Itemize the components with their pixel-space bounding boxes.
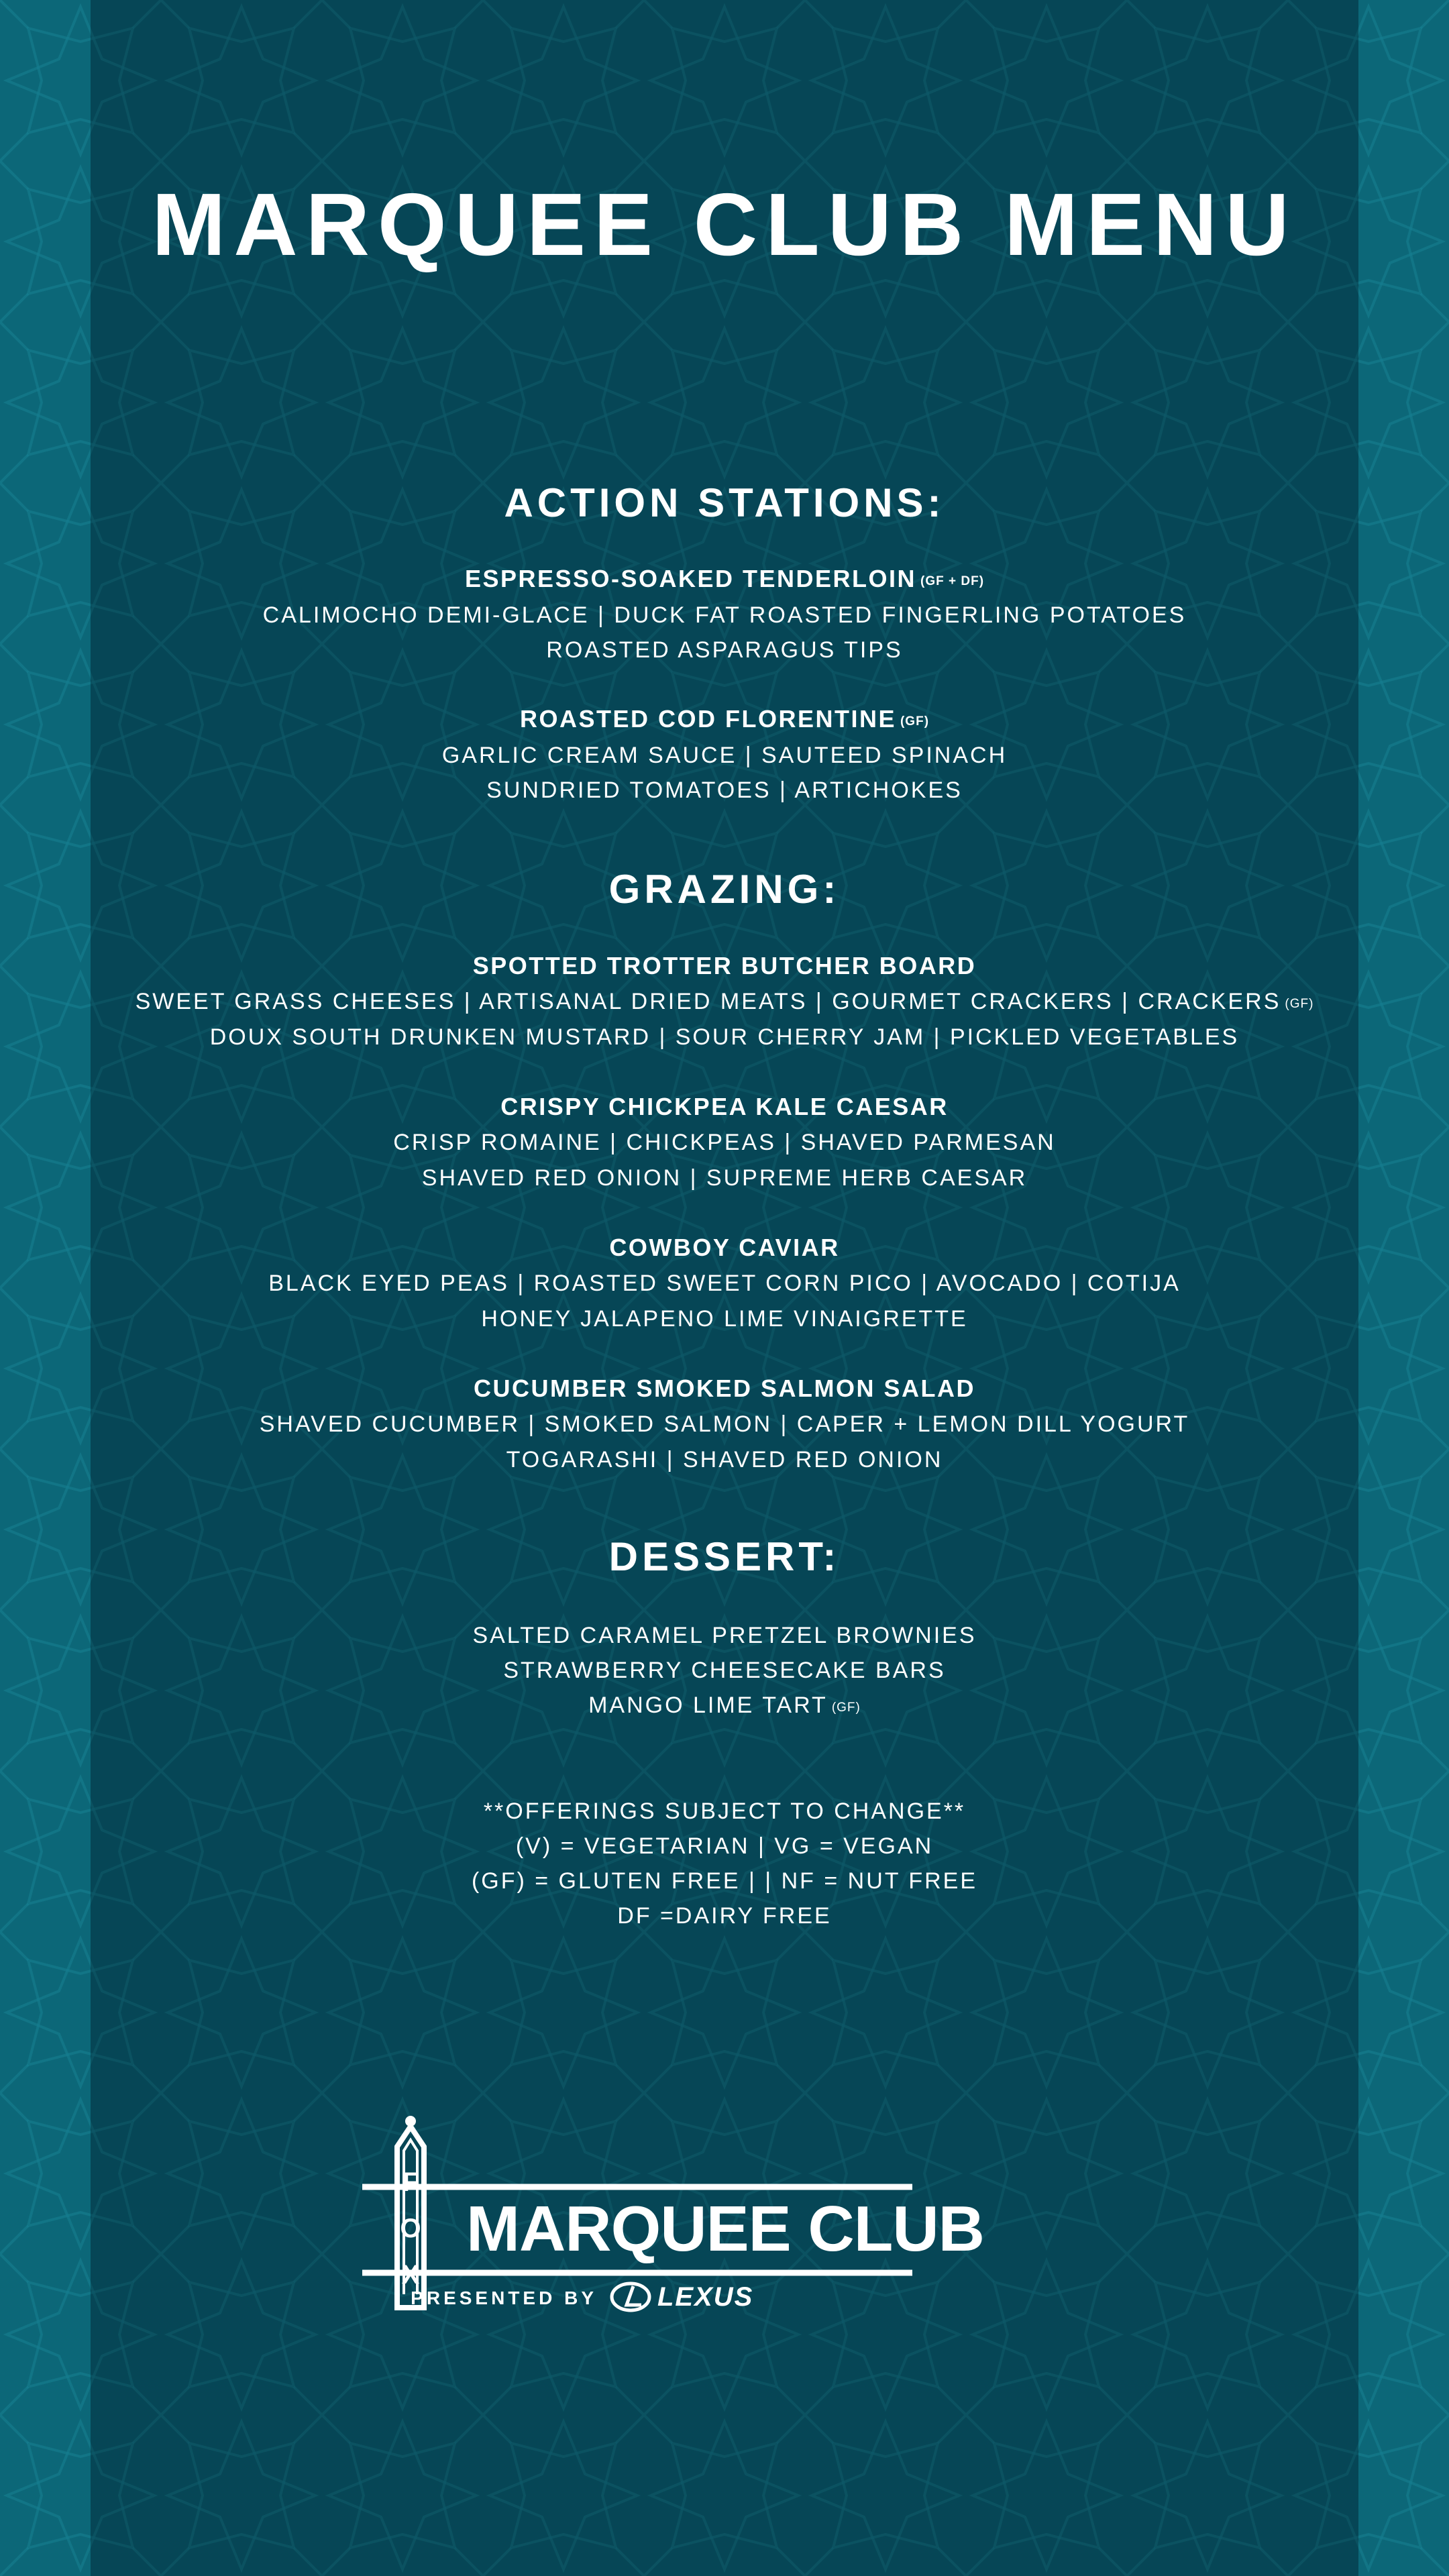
marquee-club-logo xyxy=(362,2113,1033,2314)
dessert-item: STRAWBERRY CHEESECAKE BARS xyxy=(503,1658,946,1683)
section-heading-dessert: DESSERT: xyxy=(608,1534,841,1579)
item-description-line: ROASTED ASPARAGUS TIPS xyxy=(546,637,903,663)
dietary-tag: (GF) xyxy=(900,714,930,729)
item-description-line: CRISP ROMAINE | CHICKPEAS | SHAVED PARMESAN xyxy=(393,1130,1056,1155)
presented-by-label: PRESENTED BY xyxy=(411,2288,597,2308)
section-heading-grazing: GRAZING: xyxy=(608,867,841,912)
section-heading-action-stations: ACTION STATIONS: xyxy=(504,480,945,525)
sponsor-wordmark: LEXUS xyxy=(657,2282,754,2312)
item-name-salmon-salad: CUCUMBER SMOKED SALMON SALAD xyxy=(474,1375,975,1402)
item-description-line: HONEY JALAPENO LIME VINAIGRETTE xyxy=(481,1306,968,1332)
sign-finial-icon xyxy=(405,2116,416,2127)
notes-line: DF =DAIRY FREE xyxy=(617,1903,832,1929)
dessert-item: MANGO LIME TART $^{(GF)}$ xyxy=(588,1693,861,1718)
svg-text:O: O xyxy=(400,2214,421,2243)
item-name-roasted-cod: ROASTED COD FLORENTINE $^{(GF)}$ xyxy=(519,705,930,733)
notes-line: (V) = VEGETARIAN | VG = VEGAN xyxy=(515,1833,934,1859)
item-name-butcher-board: SPOTTED TROTTER BUTCHER BOARD xyxy=(472,952,977,979)
item-description-line: SWEET GRASS CHEESES | ARTISANAL DRIED MEATS | GOURMET CRACKERS | CRACKERS $^{(GF)}$ xyxy=(135,989,1314,1014)
dietary-tag: (GF + DF) xyxy=(920,574,985,588)
right-side-band xyxy=(1358,0,1449,2576)
dietary-tag: (GF) xyxy=(831,1701,861,1715)
item-description-line: BLACK EYED PEAS | ROASTED SWEET CORN PICO | AVOCADO | COTIJA xyxy=(268,1271,1181,1296)
svg-text:X: X xyxy=(401,2260,420,2290)
item-description-line: GARLIC CREAM SAUCE | SAUTEED SPINACH xyxy=(441,743,1008,768)
item-description-line: TOGARASHI | SHAVED RED ONION xyxy=(506,1447,943,1472)
item-description-line: SHAVED CUCUMBER | SMOKED SALMON | CAPER + LEMON DILL YOGURT xyxy=(259,1411,1190,1437)
item-description-line: CALIMOCHO DEMI-GLACE | DUCK FAT ROASTED FINGERLING POTATOES xyxy=(262,602,1187,628)
item-description-line: SUNDRIED TOMATOES | ARTICHOKES xyxy=(486,777,963,803)
left-side-band xyxy=(0,0,91,2576)
item-name-kale-caesar: CRISPY CHICKPEA KALE CAESAR xyxy=(500,1093,949,1120)
dietary-tag: (GF) xyxy=(1285,997,1314,1011)
svg-text:F: F xyxy=(402,2167,419,2197)
notes-line: **OFFERINGS SUBJECT TO CHANGE** xyxy=(483,1799,966,1824)
notes-line: (GF) = GLUTEN FREE | | NF = NUT FREE xyxy=(471,1868,978,1894)
item-description-line: SHAVED RED ONION | SUPREME HERB CAESAR xyxy=(421,1165,1028,1191)
page-title: MARQUEE CLUB MENU xyxy=(152,175,1297,274)
item-name-cowboy-caviar: COWBOY CAVIAR xyxy=(609,1234,840,1261)
dessert-item: SALTED CARAMEL PRETZEL BROWNIES xyxy=(472,1623,977,1648)
item-description-line: DOUX SOUTH DRUNKEN MUSTARD | SOUR CHERRY JAM | PICKLED VEGETABLES xyxy=(209,1024,1240,1050)
item-name-espresso-tenderloin: ESPRESSO-SOAKED TENDERLOIN $^{(GF + DF)}$ xyxy=(464,565,985,592)
logo-club-name: MARQUEE CLUB xyxy=(466,2193,984,2265)
marquee-letters xyxy=(400,2167,421,2290)
